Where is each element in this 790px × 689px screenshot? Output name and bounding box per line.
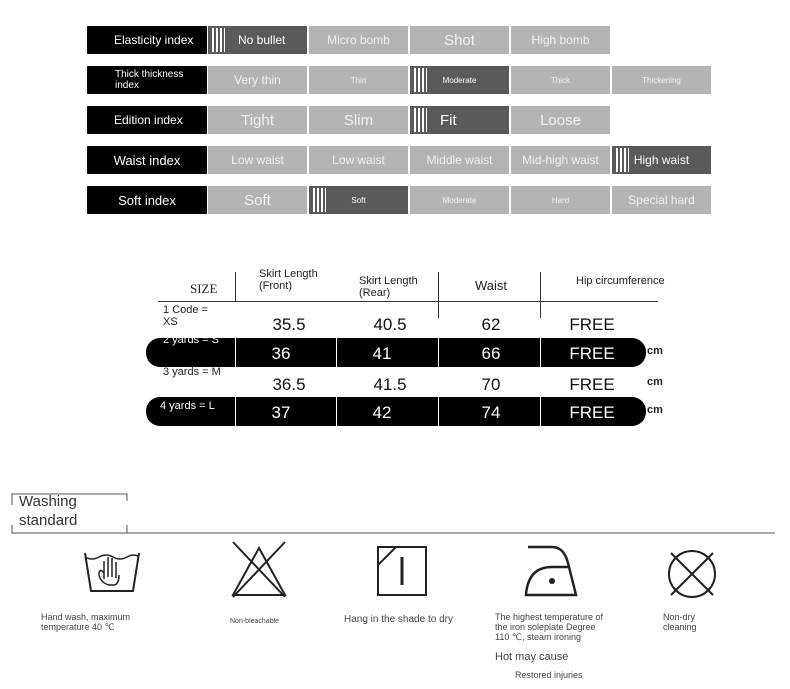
xs-rear: 40.5 [373,315,407,334]
s-unit: cm [647,345,663,357]
option-low-waist-1: Low waist [208,146,307,174]
dry-shade-caption: Hang in the shade to dry [344,614,453,625]
option-micro-bomb: Micro bomb [309,26,408,54]
size-label-l: 4 yards = L [160,400,215,412]
waist-header: Waist [475,278,508,293]
l-front: 37 [271,403,291,422]
skirt-length-front-header: Skirt Length (Front) [259,268,318,292]
hip-header: Hip circumference [576,275,665,287]
s-rear: 41 [372,344,392,363]
m-hip: FREE [569,375,615,394]
size-label-s: 2 yards = S [163,334,219,346]
option-shot: Shot [410,26,509,54]
option-special-hard: Special hard [612,186,711,214]
option-tight: Tight [208,106,307,134]
hand-wash-icon [82,545,142,595]
option-mid-high-waist: Mid-high waist [511,146,610,174]
option-thin: Thin [309,66,408,94]
no-dry-clean-icon [665,547,719,601]
option-thick: Thick [511,66,610,94]
option-soft-1: Soft [208,186,307,214]
non-bleach-icon [229,540,289,598]
size-label-xs: 1 Code = XS [163,304,208,328]
l-rear: 42 [372,403,392,422]
size-label-m: 3 yards = M [163,366,221,378]
soft-index-label: Soft index [87,186,207,214]
option-slim: Slim [309,106,408,134]
s-hip: FREE [569,344,615,363]
xs-waist: 62 [481,315,501,334]
option-fit: Fit [410,106,509,134]
xs-hip: FREE [569,315,615,334]
option-low-waist-2: Low waist [309,146,408,174]
iron-icon [522,543,582,599]
thickness-index-label: Thick thickness index [87,66,207,94]
waist-index-label: Waist index [87,146,207,174]
option-soft-moderate: Moderate [410,186,509,214]
dry-clean-caption: Non-dry cleaning [663,612,697,632]
option-no-bullet: No bullet [208,26,307,54]
xs-front: 35.5 [272,315,306,334]
option-hard: Hard [511,186,610,214]
option-high-bomb: High bomb [511,26,610,54]
option-soft-2: Soft [309,186,408,214]
skirt-length-rear-header: Skirt Length (Rear) [359,275,418,299]
l-unit: cm [647,404,663,416]
non-bleach-caption: Non-bleachable [230,618,280,625]
option-very-thin: Very thin [208,66,307,94]
s-waist: 66 [481,344,501,363]
iron-note: Hot may cause [495,651,569,663]
l-waist: 74 [481,403,501,422]
m-rear: 41.5 [373,375,407,394]
elasticity-index-label: Elasticity index [87,26,207,54]
iron-note2: Restored injuries [515,670,583,680]
m-front: 36.5 [272,375,306,394]
size-header: SIZE [190,281,218,296]
iron-caption: The highest temperature of the iron soleplate Degree 110 ℃, steam ironing [495,612,604,642]
washing-title: Washing standard [19,493,78,529]
l-hip: FREE [569,403,615,422]
m-unit: cm [647,376,663,388]
m-waist: 70 [481,375,501,394]
option-moderate: Moderate [410,66,509,94]
s-front: 36 [271,344,291,363]
option-middle-waist: Middle waist [410,146,509,174]
option-high-waist: High waist [612,146,711,174]
hand-wash-caption: Hand wash, maximum temperature 40 ℃ [41,612,131,632]
edition-index-label: Edition index [87,106,207,134]
option-loose: Loose [511,106,610,134]
dry-in-shade-icon [376,545,428,597]
option-thickening: Thickening [612,66,711,94]
